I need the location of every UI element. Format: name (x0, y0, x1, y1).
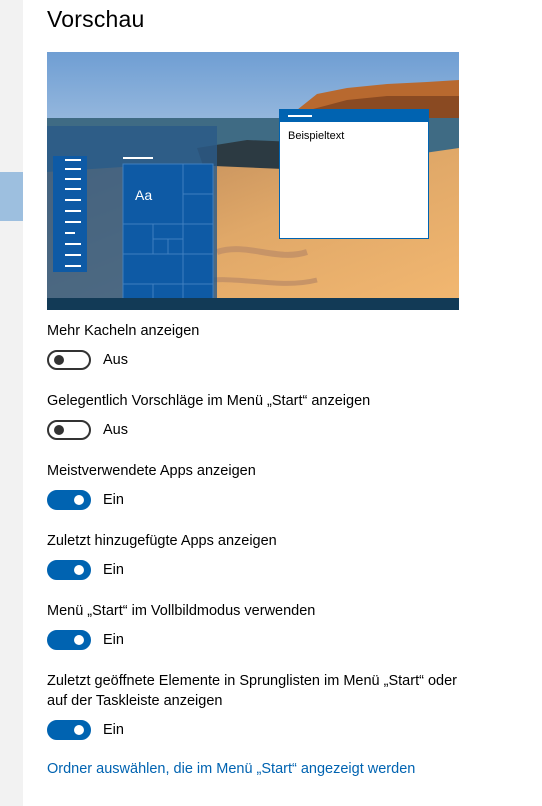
toggle-knob (74, 565, 84, 575)
setting-label-recently-added-apps: Zuletzt hinzugefügte Apps anzeigen (47, 533, 277, 549)
setting-label-more-tiles: Mehr Kacheln anzeigen (47, 323, 200, 339)
toggle-knob (74, 495, 84, 505)
toggle-most-used-apps[interactable] (47, 490, 91, 510)
toggle-knob (74, 635, 84, 645)
toggle-state-most-used-apps: Ein (103, 492, 124, 508)
sample-window-text: Beispieltext (288, 130, 345, 142)
titlebar-line (288, 115, 312, 117)
toggle-state-more-tiles: Aus (103, 352, 128, 368)
toggle-state-jumplists: Ein (103, 722, 124, 738)
toggle-recently-added-apps[interactable] (47, 560, 91, 580)
choose-folders-link[interactable]: Ordner auswählen, die im Menü „Start“ angezeigt werden (47, 761, 416, 777)
sample-window-titlebar (280, 110, 428, 122)
sample-window (279, 109, 429, 239)
setting-label-jumplists-line1: Zuletzt geöffnete Elemente in Sprunglisten im Menü „Start“ oder (47, 673, 457, 689)
toggle-jumplists[interactable] (47, 720, 91, 740)
toggle-more-tiles[interactable] (47, 350, 91, 370)
left-navigation-strip (0, 0, 23, 806)
setting-label-fullscreen-start: Menü „Start“ im Vollbildmodus verwenden (47, 603, 316, 619)
toggle-knob (54, 425, 64, 435)
start-menu-preview (47, 52, 459, 310)
setting-label-jumplists-line2: auf der Taskleiste anzeigen (47, 693, 223, 709)
toggle-state-recently-added-apps: Ein (103, 562, 124, 578)
toggle-knob (74, 725, 84, 735)
setting-label-most-used-apps: Meistverwendete Apps anzeigen (47, 463, 256, 479)
page-title: Vorschau (47, 6, 145, 32)
toggle-knob (54, 355, 64, 365)
setting-label-suggestions: Gelegentlich Vorschläge im Menü „Start“ anzeigen (47, 393, 371, 409)
toggle-suggestions[interactable] (47, 420, 91, 440)
toggle-fullscreen-start[interactable] (47, 630, 91, 650)
toggle-state-fullscreen-start: Ein (103, 632, 124, 648)
toggle-state-suggestions: Aus (103, 422, 128, 438)
sample-tile-label: Aa (135, 187, 153, 203)
left-nav-selection-indicator (0, 172, 23, 221)
